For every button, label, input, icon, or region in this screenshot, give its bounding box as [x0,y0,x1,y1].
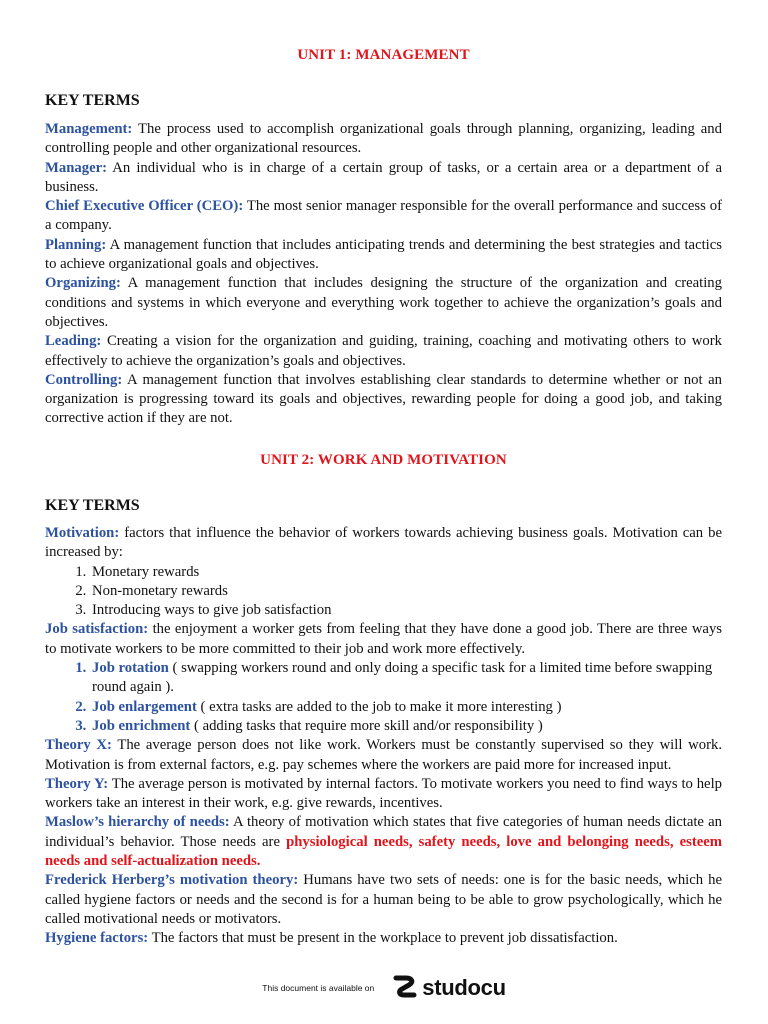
list-item [90,659,722,698]
motivation-list [45,563,722,621]
highlighted-needs: physiological needs, safety needs, love and belonging needs, esteem needs and self-actualization needs. [45,833,722,870]
list-item-desc: ( swapping workers round and only doing a specific task for a limited time before swapping round again ). [92,660,713,696]
list-item-label: Job enrichment [92,717,191,734]
definition-text: An individual who is in charge of a certain group of tasks, or a certain area or a department of a business. [45,159,722,195]
definition-text: A theory of motivation which states that five categories of human needs dictate an individual’s behavior. Those needs are [45,814,722,850]
definition-term: Theory Y: [45,775,109,792]
definition-term: Frederick Herberg’s motivation theory: [45,872,299,889]
definition-entry [45,120,722,159]
unit2-definitions [45,524,722,949]
definition-term: Maslow’s hierarchy of needs: [45,814,230,831]
list-item [90,698,722,717]
definition-text: A management function that includes anticipating trends and determining the best strategies and tactics to achieve organizational goals and objectives. [45,236,722,273]
definition-term: Chief Executive Officer (CEO): [45,198,244,215]
definition-entry [45,736,722,775]
unit1-definitions [45,120,722,429]
definition-term: Hygiene factors: [45,930,149,947]
unit1-key-terms-heading: KEY TERMS [45,92,140,109]
definition-text: factors that influence the behavior of workers towards achieving business goals. Motivation can be increased by: [45,525,722,561]
list-item-desc: ( adding tasks that require more skill and/or responsibility ) [190,717,543,734]
list-item: 1. Monetary rewards [90,563,722,582]
definition-term: Motivation: [45,525,120,541]
list-item-label: Job enlargement [92,698,197,715]
footer [0,968,768,1008]
definition-entry [45,813,722,871]
definition-entry [45,775,722,814]
definition-entry [45,274,722,332]
definition-term: Management: [45,121,133,137]
list-item-desc: ( extra tasks are added to the job to make it more interesting ) [196,698,562,715]
definition-entry [45,236,722,275]
list-item: 2. Non-monetary rewards [90,582,722,601]
definition-text: The process used to accomplish organizational goals through planning, organizing, leading and controlling people and other organizational resources. [45,121,722,157]
definition-entry [45,929,722,948]
unit2-key-terms-heading: KEY TERMS [45,497,140,514]
definition-term: Controlling: [45,371,123,388]
definition-term: Leading: [45,333,102,350]
definition-term: Job satisfaction: [45,621,149,638]
footer-text: This document is available on [262,983,375,993]
definition-term: Theory X: [45,737,112,754]
list-item [90,717,722,736]
definition-text: Creating a vision for the organization and guiding, training, coaching and motivating others to work effectively to achieve the organization’s goals and objectives. [45,333,722,369]
unit1-title: UNIT 1: MANAGEMENT [297,47,470,63]
definition-entry [45,159,722,198]
definition-entry [45,620,722,659]
definition-entry [45,332,722,371]
definition-text: A management function that involves establishing clear standards to determine whether or not an organization is progressing toward its goals and objectives, rewarding people for doing a good job, and taking corrective action if they are not. [45,371,722,427]
definition-term: Organizing: [45,275,121,292]
definition-text: Humans have two sets of needs: one is for the basic needs, which he called hygiene factors or needs and the second is for a human being to be able to grow psychologically, which he called motivational needs or motivators. [45,872,722,927]
definition-term: Manager: [45,159,107,176]
definition-text: The factors that must be present in the workplace to prevent job dissatisfaction. [148,930,618,947]
list-item: 3. Introducing ways to give job satisfaction [90,601,722,620]
definition-text: A management function that includes designing the structure of the organization and creating conditions and systems in which everyone and everything work together to achieve the organization’s goals and objectives. [45,275,722,330]
definition-entry [45,197,722,236]
definition-term: Planning: [45,236,107,253]
studocu-link[interactable] [392,974,505,1002]
definition-text: The average person is motivated by internal factors. To motivate workers you need to find ways to help workers take an interest in their work, e.g. give rewards, incentives. [45,775,723,812]
definition-entry [45,871,722,929]
studocu-logo-icon [392,974,418,1002]
definition-text: The average person does not like work. Workers must be constantly supervised so they will work. Motivation is from external factors, e.g. pay schemes where the workers are paid more for increased input. [45,737,722,773]
definition-entry [45,524,722,563]
job-satisfaction-list [45,659,722,736]
studocu-logo-text: studocu [422,975,506,1000]
list-item-label: Job rotation [92,660,169,677]
definition-text: the enjoyment a worker gets from feeling that they have done a good job. There are three ways to motivate workers to be more committed to their job and work more effectively. [45,621,722,657]
definition-text: The most senior manager responsible for the overall performance and success of a company. [45,198,722,234]
unit2-title: UNIT 2: WORK AND MOTIVATION [260,452,507,468]
definition-entry [45,371,722,429]
